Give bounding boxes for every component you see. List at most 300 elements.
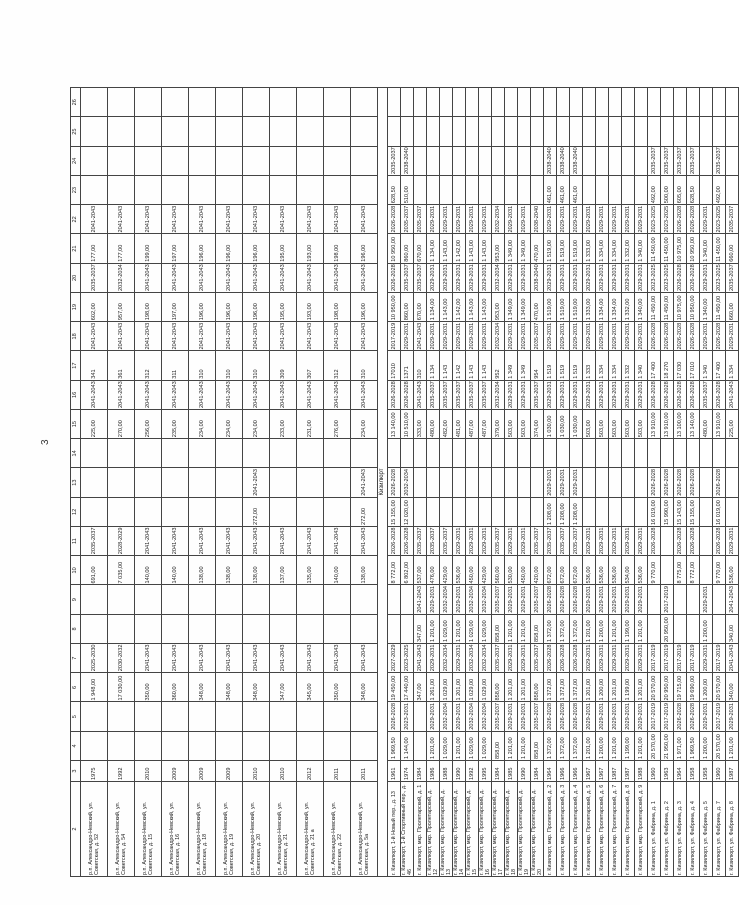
table-cell: 13 910,00 <box>661 410 674 439</box>
table-cell: 858,00 <box>492 614 505 643</box>
table-cell: 2029-2031 <box>583 380 596 409</box>
table-cell <box>81 702 108 731</box>
table-cell: 2029-2031 <box>453 322 466 351</box>
table-cell <box>440 88 453 118</box>
table-cell: 2026-2028 <box>687 702 700 731</box>
table-cell: 2029-2031 <box>505 702 518 731</box>
table-cell <box>453 88 466 118</box>
table-cell <box>189 146 216 175</box>
table-cell: 1 969,50 <box>687 731 700 760</box>
table-cell: 310 <box>216 351 243 380</box>
table-cell: 1987 <box>726 761 739 782</box>
address-cell: г. Кизилюрт, мкр. Пролетарский, д. 16 <box>479 782 492 877</box>
table-cell: 10 510,00 <box>401 410 414 439</box>
table-cell: 2029-2031 <box>453 702 466 731</box>
table-cell <box>648 585 661 614</box>
table-cell: 2041-2043 <box>243 380 270 409</box>
table-cell <box>162 468 189 497</box>
table-cell <box>324 497 351 526</box>
table-cell: 536,00 <box>635 556 648 585</box>
table-cell: 2035-2037 <box>388 146 401 175</box>
table-cell <box>427 176 440 205</box>
table-cell: 2029-2031 <box>622 263 635 292</box>
table-cell <box>270 614 297 643</box>
table-cell: 1 333 <box>583 351 596 380</box>
table-row <box>557 88 570 877</box>
table-cell: 2041-2043 <box>414 585 427 614</box>
table-cell <box>492 176 505 205</box>
table-cell: 196,00 <box>189 293 216 322</box>
table-cell <box>81 88 108 118</box>
table-cell <box>700 117 713 146</box>
table-cell: 858,00 <box>531 731 544 760</box>
table-cell: 2038-2040 <box>557 146 570 175</box>
table-cell <box>492 88 505 118</box>
table-cell <box>531 468 544 497</box>
table-cell <box>108 614 135 643</box>
table-cell: 536,00 <box>609 556 622 585</box>
table-cell <box>583 468 596 497</box>
table-cell <box>243 117 270 146</box>
table-cell: 2029-2031 <box>505 205 518 234</box>
table-cell: 15 143,00 <box>674 497 687 526</box>
table-cell: 503,00 <box>635 410 648 439</box>
table-cell <box>531 146 544 175</box>
table-cell: 2029-2031 <box>440 322 453 351</box>
table-cell: 2029-2031 <box>505 527 518 556</box>
table-cell <box>297 176 324 205</box>
table-cell <box>609 497 622 526</box>
table-cell: 7 035,00 <box>108 556 135 585</box>
table-cell <box>466 468 479 497</box>
table-cell: 2029-2031 <box>518 585 531 614</box>
table-cell <box>243 614 270 643</box>
table-cell <box>713 439 726 468</box>
table-cell <box>297 497 324 526</box>
table-cell: 2010 <box>243 761 270 782</box>
table-cell: 2041-2043 <box>162 322 189 351</box>
table-cell: 2041-2043 <box>162 527 189 556</box>
table-cell: 2029-2031 <box>479 527 492 556</box>
table-cell <box>189 176 216 205</box>
table-cell: 1 200,00 <box>700 614 713 643</box>
table-cell: 2029-2031 <box>635 644 648 673</box>
table-cell: 2029-2031 <box>583 263 596 292</box>
table-cell <box>687 439 700 468</box>
table-cell: 1 519,00 <box>557 234 570 263</box>
address-cell: г. Кизилюрт, мкр. Пролетарский, д. 6 <box>596 782 609 877</box>
table-cell: 2035-2037 <box>427 527 440 556</box>
table-cell <box>427 439 440 468</box>
table-cell: 1990 <box>518 761 531 782</box>
table-cell <box>243 702 270 731</box>
table-cell: 1 333,00 <box>583 234 596 263</box>
table-cell: 20 570,00 <box>713 673 726 702</box>
table-cell <box>661 527 674 556</box>
table-cell: 1 142 <box>453 351 466 380</box>
column-number: 17 <box>71 351 81 380</box>
address-cell: г. Кизилюрт, ул. Фабрина, д. 3 <box>674 782 687 877</box>
table-cell <box>351 439 378 468</box>
table-cell: 2026-2028 <box>388 380 401 409</box>
table-cell <box>635 176 648 205</box>
table-cell: 13 140,00 <box>687 410 700 439</box>
table-cell: 2029-2031 <box>596 205 609 234</box>
table-cell: 2041-2043 <box>243 322 270 351</box>
table-cell <box>414 702 427 731</box>
table-cell: 1 029,00 <box>479 731 492 760</box>
table-cell: 135,00 <box>297 556 324 585</box>
table-cell: 1 208,00 <box>557 497 570 526</box>
table-cell: 1 201,00 <box>518 731 531 760</box>
table-cell: 231,00 <box>297 410 324 439</box>
table-row <box>648 88 661 877</box>
table-cell: 9 770,00 <box>713 556 726 585</box>
table-cell: 17 030 <box>674 351 687 380</box>
section-title: Кизилюрт <box>378 88 388 877</box>
table-cell: 1964 <box>544 761 557 782</box>
table-cell: 348,00 <box>351 673 378 702</box>
table-cell: 536,00 <box>596 556 609 585</box>
table-cell: 2041-2043 <box>243 263 270 292</box>
table-cell: 374,00 <box>531 410 544 439</box>
table-cell <box>297 614 324 643</box>
table-cell: 2032-2034 <box>108 263 135 292</box>
table-cell: 670,00 <box>414 293 427 322</box>
table-cell: 2026-2028 <box>674 527 687 556</box>
table-cell: 2029-2031 <box>440 263 453 292</box>
table-cell: 1 349,00 <box>505 234 518 263</box>
table-cell <box>505 88 518 118</box>
table-cell: 2029-2031 <box>622 205 635 234</box>
table-cell <box>270 497 297 526</box>
table-cell <box>466 176 479 205</box>
table-cell: 2035-2037 <box>440 380 453 409</box>
table-cell: 2017-2019 <box>661 702 674 731</box>
table-cell: 138,00 <box>243 556 270 585</box>
table-cell: 2041-2043 <box>414 644 427 673</box>
table-cell: 2029-2031 <box>466 527 479 556</box>
table-cell: 16 019,00 <box>648 497 661 526</box>
table-cell: 2035-2037 <box>466 380 479 409</box>
table-cell: 2029-2031 <box>427 322 440 351</box>
table-cell: 1 143,00 <box>479 234 492 263</box>
table-cell: 2029-2031 <box>609 644 622 673</box>
table-cell: 1958 <box>700 761 713 782</box>
table-cell <box>570 117 583 146</box>
table-cell <box>492 117 505 146</box>
table-cell <box>270 146 297 175</box>
table-row <box>674 88 687 877</box>
table-cell: 2026-2028 <box>557 702 570 731</box>
table-row <box>583 88 596 877</box>
table-cell <box>401 585 414 614</box>
table-row <box>401 88 414 877</box>
table-cell: 1985 <box>505 761 518 782</box>
table-cell <box>351 614 378 643</box>
table-cell: 2035-2037 <box>427 380 440 409</box>
table-cell <box>401 88 414 118</box>
table-cell <box>351 585 378 614</box>
table-cell: 1 340,00 <box>700 293 713 322</box>
table-cell: 2017-2019 <box>661 585 674 614</box>
table-cell <box>505 117 518 146</box>
table-cell: 1 519 <box>544 351 557 380</box>
table-cell: 2029-2031 <box>466 322 479 351</box>
table-cell: 2029-2031 <box>726 322 739 351</box>
table-cell: 1 029,00 <box>466 673 479 702</box>
table-cell: 196,00 <box>351 234 378 263</box>
table-cell: 2026-2028 <box>713 527 726 556</box>
table-cell: 560,00 <box>492 556 505 585</box>
table-cell: 858,00 <box>531 673 544 702</box>
table-cell: 1 201,00 <box>635 673 648 702</box>
table-cell <box>635 439 648 468</box>
table-cell <box>108 176 135 205</box>
table-cell: 1 519,00 <box>544 234 557 263</box>
table-cell: 2032-2034 <box>492 205 505 234</box>
table-cell: 13 140,00 <box>388 410 401 439</box>
table-cell <box>648 88 661 118</box>
table-cell <box>297 117 324 146</box>
table-cell: 953,00 <box>492 234 505 263</box>
table-cell <box>726 497 739 526</box>
table-cell: 1 948,00 <box>81 673 108 702</box>
table-cell: 140,00 <box>324 556 351 585</box>
table-cell: 2032-2034 <box>440 702 453 731</box>
table-cell: 2026-2028 <box>687 205 700 234</box>
table-cell <box>479 497 492 526</box>
table-cell: 1963 <box>661 761 674 782</box>
table-cell <box>570 88 583 118</box>
table-cell <box>135 468 162 497</box>
table-cell: 2029-2031 <box>505 380 518 409</box>
table-cell: 1 372,00 <box>570 673 583 702</box>
table-cell: 2029-2031 <box>570 322 583 351</box>
table-cell: 628,50 <box>687 176 700 205</box>
table-cell <box>162 702 189 731</box>
table-cell: 2035-2037 <box>453 380 466 409</box>
table-cell <box>162 88 189 118</box>
table-cell: 2032-2034 <box>479 702 492 731</box>
table-cell: 2029-2031 <box>596 585 609 614</box>
column-number: 14 <box>71 439 81 468</box>
column-number-row <box>71 88 81 877</box>
table-cell <box>453 176 466 205</box>
table-cell: 1 144,00 <box>401 731 414 760</box>
address-cell: г. Кизилюрт, мкр. Пролетарский, д. 3 <box>557 782 570 877</box>
table-cell: 1 332,00 <box>622 234 635 263</box>
column-number: 12 <box>71 497 81 526</box>
table-cell: 2027-2029 <box>388 644 401 673</box>
table-cell: 256,00 <box>135 410 162 439</box>
table-cell: 481,00 <box>453 410 466 439</box>
table-cell: 347,00 <box>270 673 297 702</box>
table-row <box>531 88 544 877</box>
table-cell: 2035-2037 <box>414 527 427 556</box>
table-cell <box>427 497 440 526</box>
table-cell: 2041-2043 <box>324 322 351 351</box>
table-cell: 480,00 <box>427 410 440 439</box>
table-cell: 2029-2031 <box>505 322 518 351</box>
table-row <box>609 88 622 877</box>
table-cell: 2035-2037 <box>570 527 583 556</box>
table-cell: 2041-2043 <box>414 322 427 351</box>
table-cell: 2026-2028 <box>401 527 414 556</box>
table-cell: 1966 <box>557 761 570 782</box>
address-cell: р.п. Александро-Невский, ул. Советская, д. 22 <box>324 782 351 877</box>
table-cell <box>401 614 414 643</box>
table-cell: 1 143,00 <box>440 234 453 263</box>
table-cell: 2038-2040 <box>544 146 557 175</box>
table-cell: 1960 <box>713 761 726 782</box>
table-cell: 1 199,00 <box>622 614 635 643</box>
table-cell <box>108 731 135 760</box>
table-cell <box>661 88 674 118</box>
table-cell: 310 <box>243 351 270 380</box>
table-cell <box>216 497 243 526</box>
table-cell: 2032-2034 <box>492 263 505 292</box>
table-cell: 2029-2031 <box>596 263 609 292</box>
address-cell: р.п. Александро-Невский, ул. Советская, д. 19 <box>216 782 243 877</box>
table-cell: 672,00 <box>544 556 557 585</box>
table-cell <box>388 439 401 468</box>
table-cell <box>135 439 162 468</box>
table-cell: 2041-2043 <box>81 205 108 234</box>
table-cell: 2026-2028 <box>388 205 401 234</box>
table-cell: 1 142,00 <box>453 234 466 263</box>
table-cell: 2029-2031 <box>557 322 570 351</box>
table-cell: 1967 <box>583 761 596 782</box>
table-cell: 13 910,00 <box>648 410 661 439</box>
table-cell: 2011 <box>324 761 351 782</box>
table-cell: 193,00 <box>297 293 324 322</box>
table-cell: 8 772,00 <box>388 556 401 585</box>
table-cell: 197,00 <box>162 293 189 322</box>
table-row <box>270 88 297 877</box>
table-cell: 2029-2031 <box>726 527 739 556</box>
table-cell <box>700 527 713 556</box>
table-cell: 1 971,00 <box>674 731 687 760</box>
table-cell: 1 201,00 <box>609 614 622 643</box>
table-cell <box>270 468 297 497</box>
table-cell: 1 201,00 <box>583 673 596 702</box>
address-cell: г. Кизилюрт, ул. Фабрина, д. 4 <box>687 782 700 877</box>
table-cell <box>351 176 378 205</box>
address-cell: г. Кизилюрт, мкр. Пролетарский, д. 12 <box>427 782 440 877</box>
table-cell <box>81 146 108 175</box>
table-cell <box>388 614 401 643</box>
table-cell <box>583 439 596 468</box>
table-body-top <box>81 88 378 877</box>
table-cell: 2029-2031 <box>505 585 518 614</box>
table-cell: 2011 <box>351 761 378 782</box>
table-cell: 17 400 <box>648 351 661 380</box>
table-cell <box>505 468 518 497</box>
table-cell: 2023-2025 <box>661 263 674 292</box>
table-cell: 1984 <box>414 761 427 782</box>
table-row <box>351 88 378 877</box>
table-cell: 2041-2043 <box>135 205 162 234</box>
table-cell: 2035-2037 <box>674 146 687 175</box>
table-cell: 1988 <box>635 761 648 782</box>
table-cell: 2035-2037 <box>531 644 544 673</box>
table-cell: 1 030,00 <box>544 410 557 439</box>
table-cell: 11 450,00 <box>661 234 674 263</box>
table-cell <box>583 146 596 175</box>
table-cell: 2029-2031 <box>583 205 596 234</box>
table-cell: 13 100,00 <box>674 410 687 439</box>
table-cell <box>700 176 713 205</box>
table-cell: 379,00 <box>492 410 505 439</box>
table-cell: 2038-2040 <box>531 263 544 292</box>
table-cell: 487,00 <box>466 410 479 439</box>
table-cell <box>479 88 492 118</box>
table-cell: 360,00 <box>162 673 189 702</box>
table-cell: 1 519,00 <box>544 293 557 322</box>
address-cell: г. Кизилюрт, мкр. Пролетарский, д. 13 <box>440 782 453 877</box>
table-cell: 233,00 <box>270 410 297 439</box>
table-cell: 1 201,00 <box>453 614 466 643</box>
repair-schedule-table <box>70 87 739 877</box>
table-cell: 307 <box>297 351 324 380</box>
table-cell: 1 349 <box>518 351 531 380</box>
table-cell: 1 029,00 <box>466 731 479 760</box>
table-cell: 2029-2031 <box>635 322 648 351</box>
table-cell: 2041-2043 <box>135 322 162 351</box>
table-cell: 2041-2043 <box>297 644 324 673</box>
table-cell <box>216 439 243 468</box>
address-cell: г. Кизилюрт, мкр. Пролетарский, д. 19 <box>518 782 531 877</box>
table-cell <box>189 88 216 118</box>
address-cell: г. Кизилюрт, мкр. Пролетарский, д. 5 <box>583 782 596 877</box>
column-number: 6 <box>71 673 81 702</box>
table-cell <box>648 117 661 146</box>
table-cell <box>726 176 739 205</box>
table-cell: 1 029,00 <box>440 614 453 643</box>
table-cell: 2029-2031 <box>544 380 557 409</box>
table-cell: 1 200,00 <box>596 731 609 760</box>
table-cell: 1 201,00 <box>583 614 596 643</box>
table-cell: 2041-2043 <box>162 380 189 409</box>
table-cell: 2035-2037 <box>81 263 108 292</box>
table-cell <box>324 439 351 468</box>
table-cell: 2029-2031 <box>635 585 648 614</box>
table-cell <box>453 439 466 468</box>
table-cell <box>518 468 531 497</box>
table-cell <box>557 117 570 146</box>
table-cell: 628,50 <box>388 176 401 205</box>
table-cell <box>661 556 674 585</box>
table-cell <box>687 585 700 614</box>
table-cell: 2041-2043 <box>216 380 243 409</box>
table-cell: 198,00 <box>135 293 162 322</box>
table-cell: 954 <box>531 351 544 380</box>
table-cell <box>324 146 351 175</box>
table-cell: 2029-2031 <box>622 585 635 614</box>
table-cell: 2029-2031 <box>453 527 466 556</box>
table-cell <box>189 117 216 146</box>
column-number: 10 <box>71 556 81 585</box>
table-cell <box>466 439 479 468</box>
table-cell: 2029-2031 <box>622 527 635 556</box>
table-cell: 2041-2043 <box>414 380 427 409</box>
table-cell: 2029-2031 <box>596 380 609 409</box>
table-cell: 482,00 <box>440 410 453 439</box>
table-cell <box>216 585 243 614</box>
column-number: 16 <box>71 380 81 409</box>
table-cell <box>216 468 243 497</box>
